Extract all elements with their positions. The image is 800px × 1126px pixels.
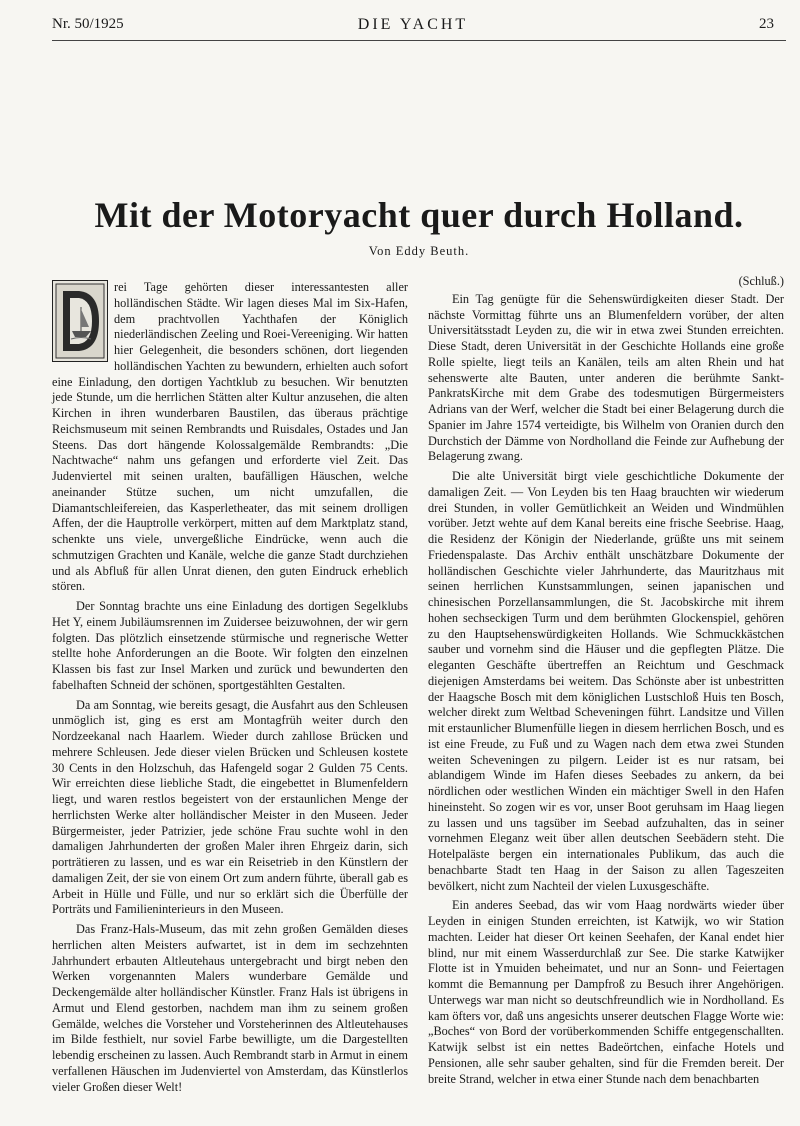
paragraph: Ein anderes Seebad, das wir vom Haag nordwärts wieder über Leyden in einigen Stunden erreichten, ist Katwijk, wo wir Station machten. Leider hat dieser Ort keinen Seehafen, der Kanal endet hier blind, nur mit einem Wasserdurchlaß zur See. Die starke Katwijker Flotte ist in Ymuiden beheimatet, und nur an Sonn- und Feiertagen kommt die Bemannung per Dampfroß zu Besuch ihrer Angehörigen. Unterwegs war man nicht so deutschfreundlich wie in Nordholland. Es kam öfters vor, daß uns angesichts unserer deutschen Flagge Worte wie: „Boches“ von Bord der vorüberkommenden Schiffe entgegenschallten. Katwijk selbst ist ein nettes Badeörtchen, einfache Hotels und Pensionen, alle sehr sauber gehalten, sind für die Fremden bereit. Der breite Strand, welcher in etwa einer Stunde nach dem benachbarten bbox=[428, 898, 784, 1086]
paragraph: Das Franz-Hals-Museum, das mit zehn großen Gemälden dieses herrlichen alten Meisters aufwartet, ist in dem im sechzehnten Jahrhundert erbauten Altleutehaus untergebracht und birgt neben den Werken vorgenannten Malers wunderbare Gemälde und Deckengemälde alter holländischer Künstler. Franz Hals ist übrigens in Armut und Elend gestorben, nachdem man ihm zu seinem großen Gemälde, welches die Vorsteher und Vorsteherinnen des Altleutehauses im Bilde festhielt, nur soviel Farbe bewilligte, um die Dargestellten lebendig erscheinen zu lassen. Auch Rembrandt starb in Armut in einem verfallenen Häuschen im Judenviertel von Amsterdam, das Künstlerlos vieler Großen dieser Welt! bbox=[52, 922, 408, 1094]
article-byline: Von Eddy Beuth. bbox=[368, 244, 470, 258]
page-number: 23 bbox=[759, 16, 774, 32]
article-title: Mit der Motoryacht quer durch Holland. bbox=[94, 195, 744, 235]
left-column bbox=[52, 280, 408, 1095]
header-rule bbox=[52, 40, 786, 41]
continuation-note: (Schluß.) bbox=[738, 274, 784, 288]
paragraph: Ein Tag genügte für die Sehenswürdigkeiten dieser Stadt. Der nächste Vormittag führte uns an Blumenfeldern vorüber, der alten Universitätsstadt Leyden zu, die wir in etwa zwei Stunden erreichten. Diese Stadt, deren Universität in der Geschichte Hollands eine große Rolle spielte, liegt teils an Kanälen, teils am alten Rhein und hat sehenswerte alte Bauten, unter anderen die berühmte Sankt-PankratsKirche mit dem Grabe des todesmutigen Bürgermeisters Adrians van der Werf, welcher die Stadt bei einer Belagerung durch die Spanier im Jahre 1574 verteidigte, bis Wilhelm von Oranien durch den Durchstich der Dämme von Nordholland die Feinde zur Aufhebung der Belagerung zwang. bbox=[428, 291, 784, 464]
magazine-title: DIE YACHT bbox=[357, 16, 469, 33]
dropcap-letter-d bbox=[53, 281, 107, 361]
page-header bbox=[52, 16, 774, 38]
dropcap-illustration bbox=[52, 280, 108, 362]
paragraph: rei Tage gehörten dieser interessantesten aller holländischen Städte. Wir lagen dieses Mal im Six-Hafen, dem prachtvollen Yachthafen der Königlich niederländischen Zeeling und Roei-Vereeniging. Wir hatten hier Gelegenheit, die besonders schönen, dort liegenden holländischen Yachten zu bewundern, erhielten auch sofort eine Einladung, den dortigen Yachtklub zu besuchen. Wir benutzten jede Stunde, um die herrlichen Stätten alter Kultur anzusehen, die alten Kirchen in ihren wunderbaren Baustilen, das überaus prächtige Reichsmuseum mit seinen Rembrandts und Ruisdales, Ostades und Jan Steens. Das dort hängende Kolossalgemälde Rembrandts: „Die Nachtwache“ nahm uns gefangen und erforderte viel Zeit. Das Judenviertel mit seinen uralten, baufälligen Häuschen, welche aneinander Stütze suchen, um nicht umzufallen, die Diamantschleifereien, das Kasperletheater, das mit seinem drolligen Affen, der die Hauptrolle verkörpert, mitten auf dem Marktplatz stand, schenkte uns viele, unvergeßliche Eindrücke, wenn auch die schmutzigen Grachten und Kanäle, welche die ganze Stadt durchziehen und als Abfluß für allen Unrat dienen, den guten Eindruck erheblich stören. bbox=[52, 280, 408, 594]
issue-number: Nr. 50/1925 bbox=[52, 16, 124, 32]
paragraph: Die alte Universität birgt viele geschichtliche Dokumente der damaligen Zeit. — Von Leyden bis ten Haag brauchten wir wiederum drei Stunden, in voller Gemütlichkeit an Weiden und Windmühlen vorüber. Jetzt wehte auf dem Kanal bereits eine frische Seebrise. Haag, die Residenz der Königin der Niederlande, grüßte uns mit seinem Friedenspalaste. Das Archiv enthält unschätzbare Dokumente der holländischen Geschichte vieler Jahrhunderte, das Mauritzhaus mit seinen herrlichen Kunstsammlungen, seinen japanischen und chinesischen Porzellansammlungen, die St. Jacobskirche mit ihrem hohen sechseckigen Turm und dem berühmten Glockenspiel, gehören zu den Hauptsehenswürdigkeiten Hollands. Wie Schmuckkästchen sauber und vornehm sind die Häuser und die gepflegten Plätze. Die eleganten Geschäfte übertreffen an Reichtum und Geschmack diejenigen Amsterdams bei weitem. Das Schönste aber ist unbestritten der Haagsche Bosch mit dem königlichen Lustschloß Huis ten Bosch, welcher direkt zum Weltbad Scheveningen führt. Landsitze und Villen mit erstaunlicher Blumenfülle liegen in diesem herrlichen Bosch, und es ist eine Freude, zu Fuß und zu Wagen nach dem etwa zwei Stunden weiten Scheveningen zu pilgern. Leider ist es nur ratsam, bei ablandigem Winde im Hafen dieses Seebades zu ankern, da bei nördlichen oder westlichen Winden ein mächtiger Swell in den Hafen hineinsteht. So zogen wir es vor, unser Boot geruhsam im Haag liegen zu lassen und uns tagsüber im Seebad aufzuhalten, das in seiner vornehmen Eleganz weit über allen deutschen Seebädern steht. Die Hotelpaläste bergen ein internationales Publikum, das auch die benachbarte Stadt ten Haag in der Saison zu allen Tageszeiten bevölkert, nicht zum Nachteil der vielen Luxusgeschäfte. bbox=[428, 469, 784, 893]
paragraph: Der Sonntag brachte uns eine Einladung des dortigen Segelklubs Het Y, einem Jubiläumsrennen im Zuidersee beizuwohnen, der wir gern folgten. Das plötzlich einsetzende stürmische und regnerische Wetter stellte hohe Anforderungen an die Boote. Wir folgten den einzelnen Klassen bis fast zur Insel Marken und zurück und bewunderten den fabelhaften Schneid der schönen, sportgestählten Gestalten. bbox=[52, 599, 408, 692]
paragraph: Da am Sonntag, wie bereits gesagt, die Ausfahrt aus den Schleusen unmöglich ist, ging es erst am Montagfrüh weiter durch den Nordzeekanal nach Haarlem. Wieder durch zahllose Brücken und mehrere Schleusen. Jede dieser vielen Brücken und Schleusen kostete 30 Cents in den Holzschuh, das Hafengeld sogar 2 Gulden 75 Cents. Wir erreichten diese liebliche Stadt, die eingebettet in Blumenfeldern liegt, und waren restlos begeistert von der erstaunlichen Menge der herrlichsten Werke alter holländischer Meister in den Museen. Jeder Bürgermeister, jeder Patrizier, jede schöne Frau suchte wohl in den damaligen Jahrhunderten der großen Maler ihren Ehrgeiz darin, sich porträtieren zu lassen, und es war ein Reisetrieb in den Künstlern der damaligen Zeit, der sie von einem Ort zum andern führte, überall gab es Arbeit in Hülle und Fülle, und nur so erklärt sich die Überfülle der Porträts und Familieninterieurs in den Museen. bbox=[52, 697, 408, 917]
right-column bbox=[428, 274, 784, 1087]
